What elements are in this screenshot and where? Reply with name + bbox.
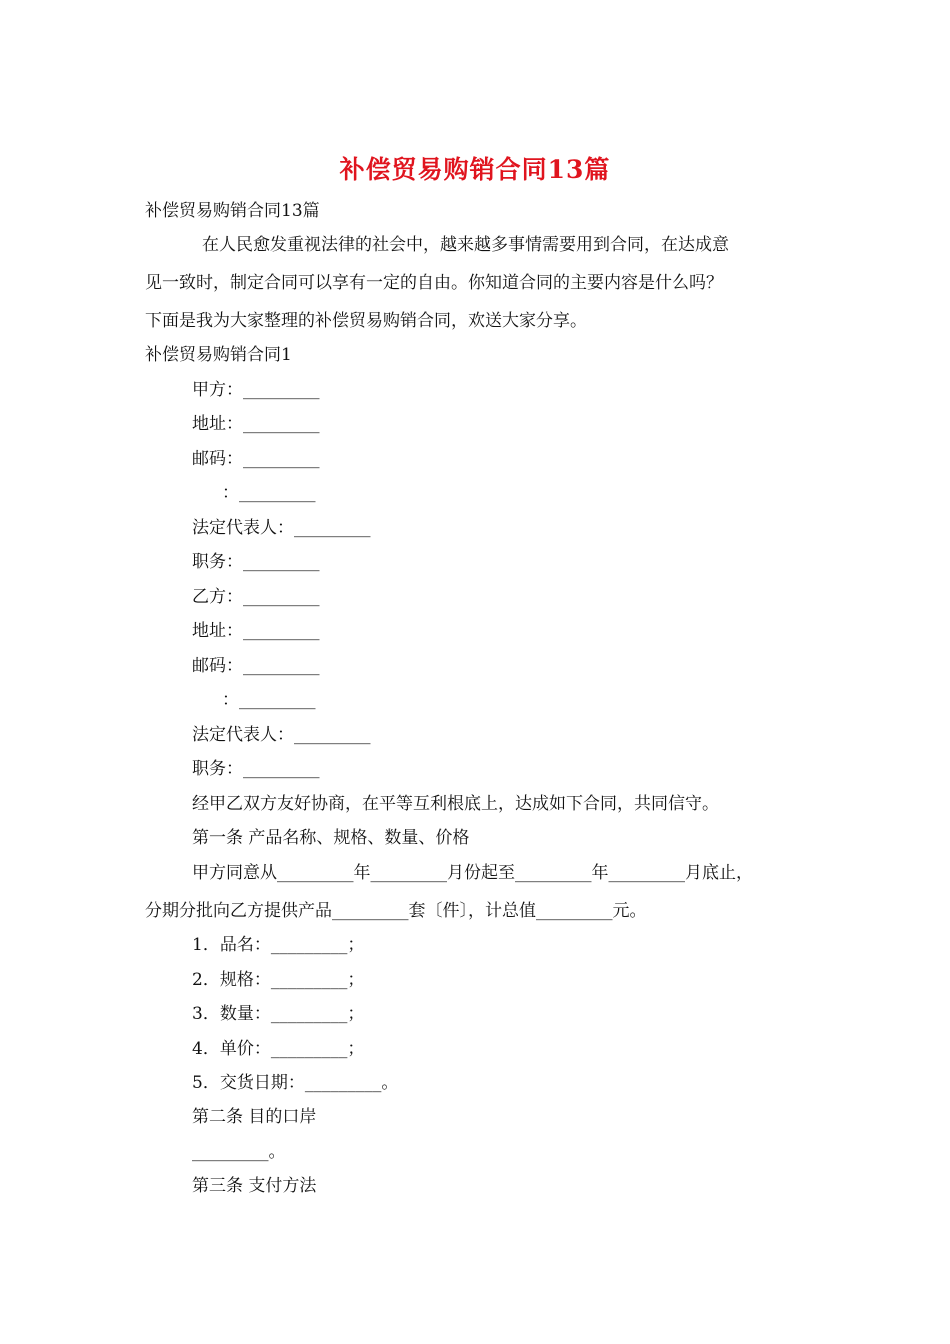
agreement-line: 经甲乙双方友好协商，在平等互利根底上，达成如下合同，共同信守。 xyxy=(192,794,719,814)
party-b-postcode-line: 邮码：_________ xyxy=(192,656,320,676)
item-quantity: 3．数量：_________； xyxy=(192,1004,365,1024)
article-2-blank: _________。 xyxy=(192,1142,286,1162)
party-a-position-line: 职务：_________ xyxy=(192,552,320,572)
document-title: 补偿贸易购销合同13篇 xyxy=(339,155,611,184)
party-a-line: 甲方：_________ xyxy=(192,380,320,400)
item-specification: 2．规格：_________； xyxy=(192,970,365,990)
section-heading: 补偿贸易购销合同1 xyxy=(145,345,292,365)
intro-line-3: 下面是我为大家整理的补偿贸易购销合同，欢送大家分享。 xyxy=(145,311,587,331)
party-b-line: 乙方：_________ xyxy=(192,587,320,607)
party-a-postcode-line: 邮码：_________ xyxy=(192,449,320,469)
article-1-heading: 第一条 产品名称、规格、数量、价格 xyxy=(192,828,470,848)
article-3-heading: 第三条 支付方法 xyxy=(192,1176,317,1196)
party-b-representative-line: 法定代表人：_________ xyxy=(192,725,371,745)
item-delivery-date: 5．交货日期：_________。 xyxy=(192,1073,399,1093)
article-1-line-1: 甲方同意从_________年_________月份起至_________年_________月底止， xyxy=(192,863,753,883)
intro-line-2: 见一致时，制定合同可以享有一定的自由。你知道合同的主要内容是什么吗？ xyxy=(145,273,723,293)
party-a-representative-line: 法定代表人：_________ xyxy=(192,518,371,538)
party-b-address-line: 地址：_________ xyxy=(192,621,320,641)
subtitle: 补偿贸易购销合同13篇 xyxy=(145,201,320,221)
article-2-heading: 第二条 目的口岸 xyxy=(192,1107,317,1127)
party-a-blank-line: ：_________ xyxy=(222,483,316,503)
intro-line-1: 在人民愈发重视法律的社会中，越来越多事情需要用到合同，在达成意 xyxy=(202,235,729,255)
party-a-address-line: 地址：_________ xyxy=(192,414,320,434)
party-b-position-line: 职务：_________ xyxy=(192,759,320,779)
item-unit-price: 4．单价：_________； xyxy=(192,1039,365,1059)
party-b-blank-line: ：_________ xyxy=(222,690,316,710)
article-1-line-2: 分期分批向乙方提供产品_________套〔件〕，计总值_________元。 xyxy=(145,901,647,921)
item-product-name: 1．品名：_________； xyxy=(192,935,365,955)
